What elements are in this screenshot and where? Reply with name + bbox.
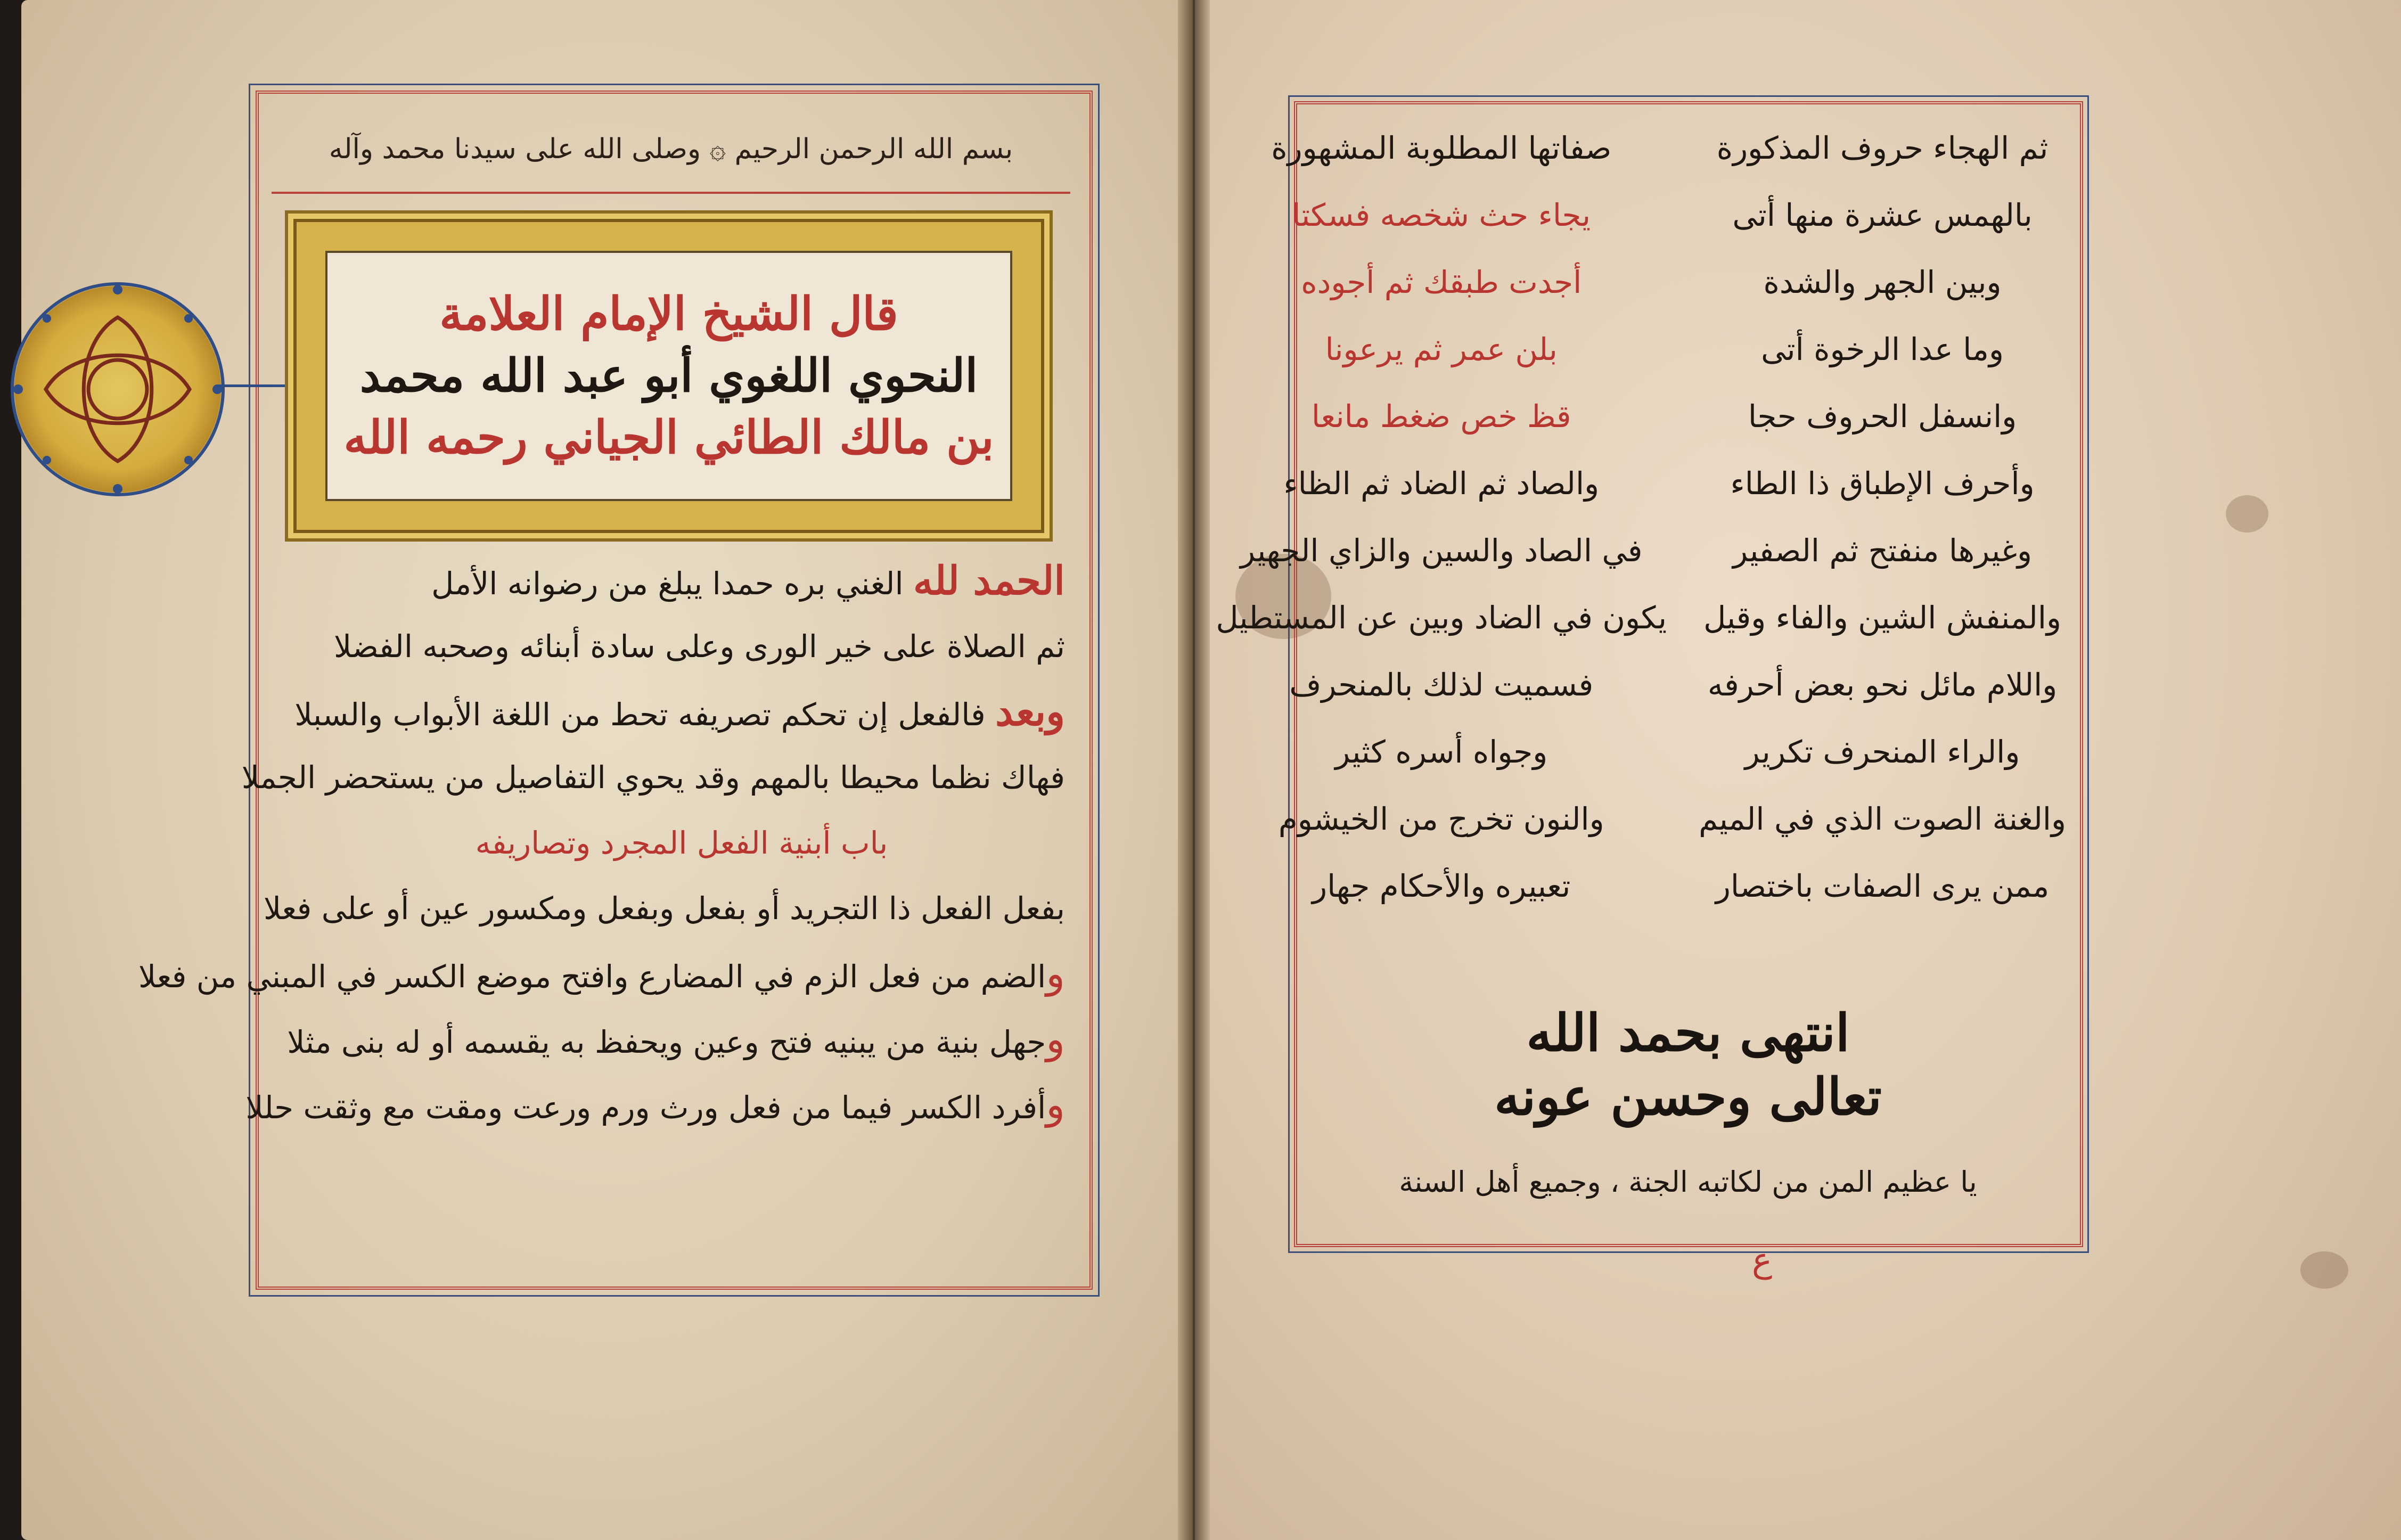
verse-first-hemistich: ممن يرى الصفات باختصار [1715, 868, 2050, 904]
verse-second-hemistich: والنون تخرج من الخيشوم [1278, 801, 1604, 837]
section-heading: باب أبنية الفعل المجرد وتصاريفه [475, 825, 888, 861]
medallion-connector [218, 384, 288, 387]
illuminated-medallion-icon [11, 282, 225, 496]
verse-first-hemistich: بالهمس عشرة منها أتى [1732, 197, 2033, 233]
verse-second-hemistich: بلن عمر ثم يرعونا [1325, 331, 1558, 367]
title-line-2: النحوي اللغوي أبو عبد الله محمد [359, 348, 978, 403]
title-line-3: بن مالك الطائي الجياني رحمه الله [343, 411, 994, 465]
text-line: ثم الصلاة على خير الورى وعلى سادة أبنائه وصحبه الفضلا [333, 628, 1065, 665]
basmala-header: بسم الله الرحمن الرحيم ۞ وصلى الله على سيدنا محمد وآله [272, 107, 1070, 194]
page-catchword: ع [1752, 1241, 1773, 1280]
verse-first-hemistich: وانسفل الحروف حجا [1748, 398, 2017, 435]
text-line: بفعل الفعل ذا التجريد أو بفعل وبفعل ومكسور عين أو على فعلا [263, 890, 1065, 927]
verse-second-hemistich: قظ خص ضغط مانعا [1311, 398, 1571, 435]
verse-second-hemistich: وجواه أسره كثير [1335, 734, 1548, 770]
text-line: وبعد فالفعل إن تحكم تصريفه تحط من اللغة الأبواب والسبلا [294, 689, 1065, 735]
verse-first-hemistich: والراء المنحرف تكرير [1744, 734, 2020, 770]
verse-grid [1216, 114, 2066, 920]
text-line: وأفرد الكسر فيما من فعل ورث ورم ورعت ومقت مع وثقت حللا [245, 1082, 1065, 1128]
text-line: وجهل بنية من يبنيه فتح وعين ويحفظ به يقسمه أو له بنى مثلا [287, 1017, 1065, 1062]
water-stain [2300, 1251, 2348, 1289]
verse-second-hemistich: صفاتها المطلوبة المشهورة [1271, 130, 1612, 166]
closing-prayer: يا عظيم المن من لكاتبه الجنة ، وجميع أهل السنة [1399, 1165, 1977, 1199]
verse-first-hemistich: وما عدا الرخوة أتى [1761, 331, 2004, 367]
left-body-text [138, 548, 1065, 1138]
verse-second-hemistich: تعبيره والأحكام جهار [1312, 868, 1571, 904]
title-line-1: قال الشيخ الإمام العلامة [439, 286, 898, 341]
verse-first-hemistich: وبين الجهر والشدة [1763, 264, 2002, 300]
illuminated-title-panel [285, 210, 1053, 542]
verse-first-hemistich: والمنفش الشين والفاء وقيل [1703, 600, 2061, 636]
verse-first-hemistich: وغيرها منفتح ثم الصفير [1733, 533, 2033, 569]
text-line: والضم من فعل الزم في المضارع وافتح موضع الكسر في المبني من فعلا [138, 951, 1065, 997]
colophon-line-1: انتهى بحمد الله [1526, 1003, 1850, 1063]
verse-second-hemistich: يجاء حث شخصه فسكتا [1292, 197, 1591, 233]
verse-first-hemistich: والغنة الصوت الذي في الميم [1699, 801, 2066, 837]
verse-second-hemistich: يكون في الضاد وبين عن المستطيل [1216, 600, 1667, 636]
colophon-line-2: تعالى وحسن عونه [1494, 1067, 1882, 1127]
water-stain [2226, 495, 2268, 533]
verse-second-hemistich: والصاد ثم الضاد ثم الظاء [1283, 465, 1600, 502]
verse-first-hemistich: وأحرف الإطباق ذا الطاء [1730, 465, 2035, 502]
verse-first-hemistich: واللام مائل نحو بعض أحرفه [1707, 667, 2058, 703]
book-gutter [1178, 0, 1210, 1540]
text-line: الحمد لله الغني بره حمدا يبلغ من رضوانه الأمل [431, 558, 1065, 604]
verse-second-hemistich: فسميت لذلك بالمنحرف [1289, 667, 1594, 703]
verse-second-hemistich: في الصاد والسين والزاي الجهير [1240, 533, 1643, 569]
colophon [1310, 1001, 2066, 1129]
verse-second-hemistich: أجدت طبقك ثم أجوده [1301, 264, 1582, 300]
verse-first-hemistich: ثم الهجاء حروف المذكورة [1716, 130, 2048, 166]
text-line: فهاك نظما محيطا بالمهم وقد يحوي التفاصيل من يستحضر الجملا [241, 759, 1065, 796]
